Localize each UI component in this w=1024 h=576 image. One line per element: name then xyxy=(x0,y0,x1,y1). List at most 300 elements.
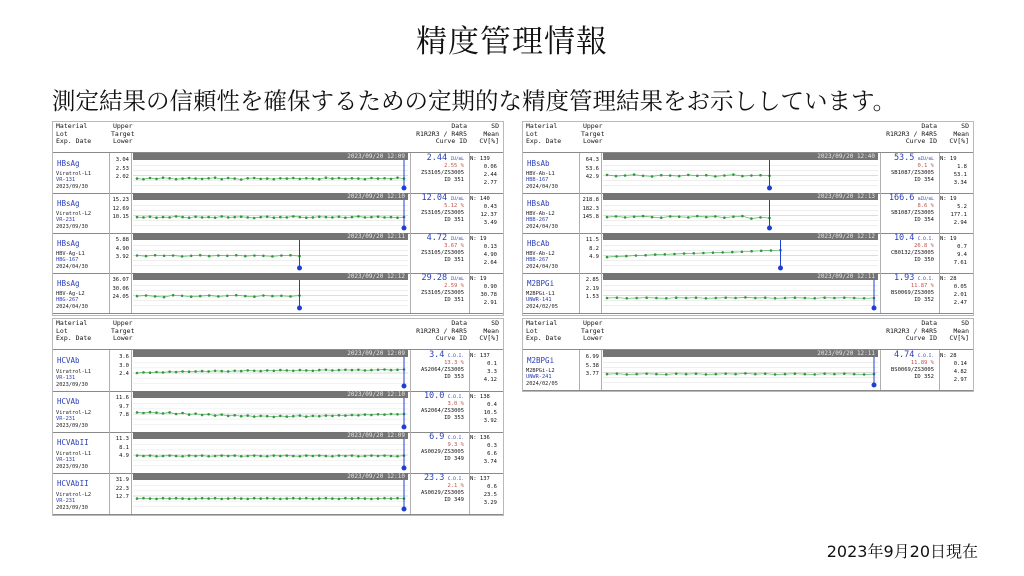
data-point xyxy=(217,254,220,257)
result-value-line xyxy=(416,195,464,203)
material-info xyxy=(56,451,91,470)
data-point xyxy=(655,297,658,300)
data-point xyxy=(660,216,663,219)
qc-row[interactable] xyxy=(53,153,503,194)
column-divider xyxy=(880,273,881,313)
qc-chart[interactable] xyxy=(603,350,878,389)
data-point xyxy=(318,415,321,418)
data-point xyxy=(312,455,315,458)
qc-row[interactable] xyxy=(53,350,503,392)
data-point xyxy=(784,297,787,300)
data-point xyxy=(273,497,276,500)
chart-timestamp: 2023/09/20 12:09 xyxy=(133,350,408,357)
qc-row[interactable] xyxy=(523,273,973,314)
column-divider xyxy=(109,273,110,313)
data-point xyxy=(626,297,629,300)
column-divider xyxy=(131,153,132,193)
data-point xyxy=(154,254,157,257)
data-point xyxy=(201,497,204,500)
data-point xyxy=(292,455,295,458)
qc-chart[interactable] xyxy=(603,193,878,232)
current-date-dot xyxy=(402,226,407,231)
column-divider xyxy=(880,350,881,390)
header-data-label: Data xyxy=(921,319,937,327)
result-unit: IU/mL xyxy=(450,277,464,282)
qc-row[interactable] xyxy=(53,391,503,433)
data-point xyxy=(624,216,627,219)
data-point xyxy=(162,412,165,415)
data-point xyxy=(678,215,681,218)
material-name: Viratrol-L2 xyxy=(56,410,92,417)
curve-id: ID 350 xyxy=(914,257,934,263)
data-point xyxy=(240,455,243,458)
data-point xyxy=(750,174,753,177)
result-data xyxy=(416,352,464,381)
data-point xyxy=(292,215,295,218)
reagent-lots: ZS3105/ZS3005 xyxy=(420,210,464,216)
target-range xyxy=(111,435,129,461)
data-point xyxy=(149,497,152,500)
data-point xyxy=(154,295,157,298)
chart-timestamp: 2023/09/20 12:09 xyxy=(133,432,408,439)
data-point xyxy=(351,454,354,457)
data-point xyxy=(616,296,619,299)
header-material-label: Exp. Date xyxy=(526,137,562,145)
header-target-label: Lower xyxy=(112,137,133,145)
target-upper: 6.99 xyxy=(585,354,599,360)
data-point xyxy=(194,497,197,500)
data-point xyxy=(286,216,289,219)
data-point xyxy=(181,455,184,458)
target-target: 8.1 xyxy=(119,444,129,451)
data-point xyxy=(764,372,767,375)
analyte-name: HCVAb xyxy=(57,397,80,406)
header-material-label: Lot xyxy=(56,326,68,335)
data-point xyxy=(325,369,328,372)
result-unit: C.O.I. xyxy=(917,237,934,242)
data-point xyxy=(654,253,657,256)
result-data xyxy=(886,235,934,264)
header-sd-label: SD xyxy=(961,122,969,130)
target-lower: 7.8 xyxy=(119,412,129,418)
column-divider xyxy=(131,233,132,273)
header-material-label: Exp. Date xyxy=(56,137,92,145)
result-unit: C.O.I. xyxy=(447,477,464,482)
qc-chart[interactable] xyxy=(133,473,408,513)
data-point xyxy=(645,296,648,299)
data-point xyxy=(273,216,276,219)
data-point xyxy=(635,297,638,300)
data-point xyxy=(168,454,171,457)
qc-row[interactable] xyxy=(523,350,973,391)
header-material-col xyxy=(56,123,91,146)
data-point xyxy=(669,215,672,218)
data-point xyxy=(207,177,210,180)
data-point xyxy=(325,216,328,219)
analyte-name: HBsAg xyxy=(57,159,80,168)
data-point xyxy=(181,177,184,180)
result-deviation: 9.3 % xyxy=(447,442,464,448)
data-point xyxy=(723,216,726,219)
data-point xyxy=(220,413,223,416)
sd-value: 5.2 xyxy=(957,204,967,210)
header-data-label: Curve ID xyxy=(435,137,467,145)
data-point xyxy=(286,497,289,500)
result-data xyxy=(886,155,934,184)
data-point xyxy=(233,497,236,500)
chart-timestamp: 2023/09/20 12:10 xyxy=(133,473,408,480)
sd-value: 0.4 xyxy=(487,402,497,408)
data-point xyxy=(750,250,753,253)
data-point xyxy=(331,455,334,458)
result-value-line xyxy=(416,475,464,483)
reagent-lots: SB1087/ZS3005 xyxy=(890,210,934,216)
data-point xyxy=(175,455,178,458)
qc-chart[interactable] xyxy=(133,273,408,312)
column-divider xyxy=(131,473,132,514)
material-name: Viratrol-L1 xyxy=(56,171,92,178)
qc-chart[interactable] xyxy=(133,233,408,272)
lot-number: UNWR-141 xyxy=(526,297,552,304)
data-point xyxy=(227,455,230,458)
panel-header xyxy=(53,319,503,350)
data-point xyxy=(149,454,152,457)
material-name: HBV-Ab-L2 xyxy=(526,251,555,258)
data-point xyxy=(370,454,373,457)
result-unit: C.O.I. xyxy=(917,354,934,359)
sd-value: 0.14 xyxy=(953,361,967,367)
data-point xyxy=(220,370,223,373)
expiry-date: 2024/02/05 xyxy=(526,380,558,387)
data-point xyxy=(693,252,696,255)
data-point xyxy=(655,373,658,376)
qc-chart[interactable] xyxy=(133,350,408,390)
qc-chart[interactable] xyxy=(603,153,878,192)
lot-number: UNWR-241 xyxy=(526,374,552,381)
data-point xyxy=(624,174,627,177)
target-upper: 31.9 xyxy=(115,477,129,483)
stats xyxy=(470,195,497,227)
header-data-label: Curve ID xyxy=(905,137,937,145)
result-value-line xyxy=(416,275,464,283)
curve-id: ID 351 xyxy=(444,297,464,303)
result-data xyxy=(416,235,464,264)
data-point xyxy=(253,254,256,257)
header-target-label: Target xyxy=(111,129,135,138)
current-date-dot xyxy=(297,306,302,311)
data-point xyxy=(253,415,256,418)
column-divider xyxy=(109,391,110,432)
data-point xyxy=(244,295,247,298)
curve-id: ID 353 xyxy=(444,374,464,380)
result-data xyxy=(886,275,934,304)
column-divider xyxy=(109,233,110,273)
mean-value: 6.6 xyxy=(487,451,497,457)
data-point xyxy=(279,455,282,458)
data-point xyxy=(136,372,139,375)
curve-id: ID 352 xyxy=(914,297,934,303)
data-point xyxy=(175,413,178,416)
column-divider xyxy=(579,153,580,193)
target-upper: 2.85 xyxy=(585,277,599,283)
header-data-label: Curve ID xyxy=(435,334,467,342)
data-point xyxy=(715,373,718,376)
material-info xyxy=(56,251,88,270)
result-deviation: 11.87 % xyxy=(910,283,934,289)
stats xyxy=(940,352,967,384)
data-point xyxy=(289,254,292,257)
data-point xyxy=(383,413,386,416)
column-divider xyxy=(109,193,110,233)
data-point xyxy=(233,414,236,417)
column-divider xyxy=(131,391,132,432)
current-date-dot xyxy=(402,186,407,191)
data-point xyxy=(188,498,191,501)
result-deviation: 26.8 % xyxy=(914,243,934,249)
reagent-lots: BS0069/ZS3005 xyxy=(890,367,934,373)
data-point xyxy=(199,295,202,298)
data-point xyxy=(338,414,341,417)
data-point xyxy=(208,294,211,297)
expiry-date: 2023/09/30 xyxy=(56,422,88,429)
data-point xyxy=(175,371,178,374)
data-point xyxy=(299,414,302,417)
lot-number: VR-131 xyxy=(56,177,76,184)
data-point xyxy=(331,415,334,418)
result-value: 2.44 xyxy=(426,153,448,163)
expiry-date: 2023/09/30 xyxy=(56,463,88,470)
header-target-label: Upper xyxy=(582,122,603,130)
result-value: 4.74 xyxy=(893,350,915,360)
data-point xyxy=(142,412,145,415)
target-range xyxy=(111,156,129,182)
data-point xyxy=(188,413,191,416)
data-point xyxy=(741,215,744,218)
cv-percent: 2.94 xyxy=(953,220,967,226)
result-value-line xyxy=(416,434,464,442)
data-point xyxy=(155,371,158,374)
material-name: M2BPGi-L2 xyxy=(526,368,555,375)
data-point xyxy=(305,177,308,180)
header-target-col xyxy=(111,123,134,146)
data-point xyxy=(312,177,315,180)
data-point xyxy=(233,370,236,373)
qc-row[interactable] xyxy=(523,193,973,234)
sd-value: 0.6 xyxy=(487,484,497,490)
data-point xyxy=(364,413,367,416)
result-data xyxy=(886,352,934,381)
header-material-label: Material xyxy=(56,122,88,130)
data-point xyxy=(325,497,328,500)
header-data-label: R1R2R3 / R4R5 xyxy=(886,129,937,138)
qc-chart[interactable] xyxy=(603,273,878,312)
result-unit: C.O.I. xyxy=(447,395,464,400)
result-unit: mIU/mL xyxy=(917,157,934,162)
data-point xyxy=(155,411,158,414)
data-point xyxy=(299,369,302,372)
data-point xyxy=(259,455,262,458)
data-point xyxy=(351,177,354,180)
data-point xyxy=(696,175,699,178)
column-divider xyxy=(131,432,132,473)
material-info xyxy=(526,171,558,190)
header-sd-col xyxy=(479,320,499,343)
data-point xyxy=(273,416,276,419)
data-point xyxy=(383,177,386,180)
reagent-lots: AS0029/ZS3005 xyxy=(420,449,464,455)
header-sd-label: SD xyxy=(491,122,499,130)
as-of-date: 2023年9月20日現在 xyxy=(826,542,978,561)
material-info xyxy=(56,291,88,310)
data-point xyxy=(181,370,184,373)
data-point xyxy=(665,297,668,300)
data-point xyxy=(338,454,341,457)
data-point xyxy=(696,215,699,218)
data-point xyxy=(233,216,236,219)
stats xyxy=(470,434,497,466)
data-point xyxy=(635,373,638,376)
data-point xyxy=(390,497,393,500)
data-point xyxy=(289,295,292,298)
data-point xyxy=(253,497,256,500)
data-point xyxy=(754,373,757,376)
header-material-label: Lot xyxy=(56,129,68,138)
data-point xyxy=(734,373,737,376)
n-count: N: 140 xyxy=(470,196,490,202)
data-point xyxy=(642,215,645,218)
data-point xyxy=(804,373,807,376)
qc-chart[interactable] xyxy=(133,432,408,472)
data-point xyxy=(266,497,269,500)
data-point xyxy=(190,255,193,258)
data-point xyxy=(318,178,321,181)
target-lower: 10.15 xyxy=(112,214,129,220)
sd-value: 0.7 xyxy=(957,244,967,250)
data-point xyxy=(188,216,191,219)
cv-percent: 4.12 xyxy=(483,377,497,383)
data-point xyxy=(266,415,269,418)
chart-timestamp: 2023/09/20 12:11 xyxy=(133,233,408,240)
data-point xyxy=(635,254,638,257)
qc-row[interactable] xyxy=(53,233,503,274)
data-point xyxy=(246,414,249,417)
data-point xyxy=(675,372,678,375)
data-point xyxy=(286,415,289,418)
target-upper: 36.07 xyxy=(112,277,129,283)
qc-row[interactable] xyxy=(53,193,503,234)
data-point xyxy=(188,370,191,373)
data-point xyxy=(142,371,145,374)
header-data-col xyxy=(416,123,467,146)
data-point xyxy=(149,215,152,218)
data-point xyxy=(774,297,777,300)
header-material-label: Lot xyxy=(526,326,538,335)
qc-row[interactable] xyxy=(523,233,973,274)
data-point xyxy=(155,498,158,501)
result-value: 3.4 xyxy=(429,350,445,360)
data-point xyxy=(784,373,787,376)
mean-value: 2.01 xyxy=(953,292,967,298)
qc-row[interactable] xyxy=(523,153,973,194)
cv-percent: 2.47 xyxy=(953,300,967,306)
header-material-label: Material xyxy=(56,319,88,327)
result-deviation: 8.6 % xyxy=(917,203,934,209)
data-point xyxy=(318,497,321,500)
data-point xyxy=(853,297,856,300)
data-point xyxy=(606,216,609,219)
material-info xyxy=(526,291,558,310)
qc-chart[interactable] xyxy=(133,391,408,431)
chart-timestamp: 2023/09/20 12:11 xyxy=(603,350,878,357)
expiry-date: 2023/09/30 xyxy=(56,504,88,511)
curve-id: ID 351 xyxy=(444,257,464,263)
data-point xyxy=(181,412,184,415)
cv-percent: 3.49 xyxy=(483,220,497,226)
header-sd-label: SD xyxy=(961,319,969,327)
data-point xyxy=(214,455,217,458)
result-value: 29.28 xyxy=(421,273,448,283)
data-point xyxy=(357,177,360,180)
qc-panel-hbs-ab xyxy=(522,121,974,316)
qc-row[interactable] xyxy=(53,473,503,515)
data-point xyxy=(364,455,367,458)
data-point xyxy=(259,415,262,418)
result-value: 10.0 xyxy=(423,391,445,401)
header-target-col xyxy=(581,123,604,146)
data-point xyxy=(194,455,197,458)
data-point xyxy=(364,369,367,372)
data-point xyxy=(201,178,204,181)
lot-number: VR-231 xyxy=(56,498,76,505)
data-point xyxy=(299,216,302,219)
header-target-label: Upper xyxy=(582,319,603,327)
lot-number: HBB-167 xyxy=(526,177,549,184)
header-data-label: Curve ID xyxy=(905,334,937,342)
data-point xyxy=(312,498,315,501)
n-count: N: 19 xyxy=(940,196,957,202)
data-point xyxy=(142,216,145,219)
header-target-label: Target xyxy=(581,129,605,138)
data-point xyxy=(370,216,373,219)
data-point xyxy=(162,497,165,500)
current-date-dot xyxy=(767,186,772,191)
target-range xyxy=(111,276,129,302)
qc-chart[interactable] xyxy=(133,193,408,232)
qc-chart[interactable] xyxy=(603,233,878,272)
data-point xyxy=(357,455,360,458)
data-point xyxy=(660,174,663,177)
qc-row[interactable] xyxy=(53,432,503,474)
column-divider xyxy=(601,153,602,193)
qc-trend-plot xyxy=(133,480,408,512)
mean-value: 2.44 xyxy=(483,172,497,178)
cv-percent: 3.29 xyxy=(483,500,497,506)
sd-value: 0.43 xyxy=(483,204,497,210)
column-divider xyxy=(410,350,411,391)
data-point xyxy=(233,177,236,180)
data-point xyxy=(292,370,295,373)
page-title: 精度管理情報 xyxy=(416,24,608,60)
qc-row[interactable] xyxy=(53,273,503,314)
data-point xyxy=(331,497,334,500)
chart-timestamp: 2023/09/20 12:10 xyxy=(133,391,408,398)
analyte-name: HCVAbII xyxy=(57,438,89,447)
data-point xyxy=(702,252,705,255)
mean-value: 30.78 xyxy=(480,292,497,298)
stats xyxy=(940,275,967,307)
qc-chart[interactable] xyxy=(133,153,408,192)
data-point xyxy=(253,454,256,457)
